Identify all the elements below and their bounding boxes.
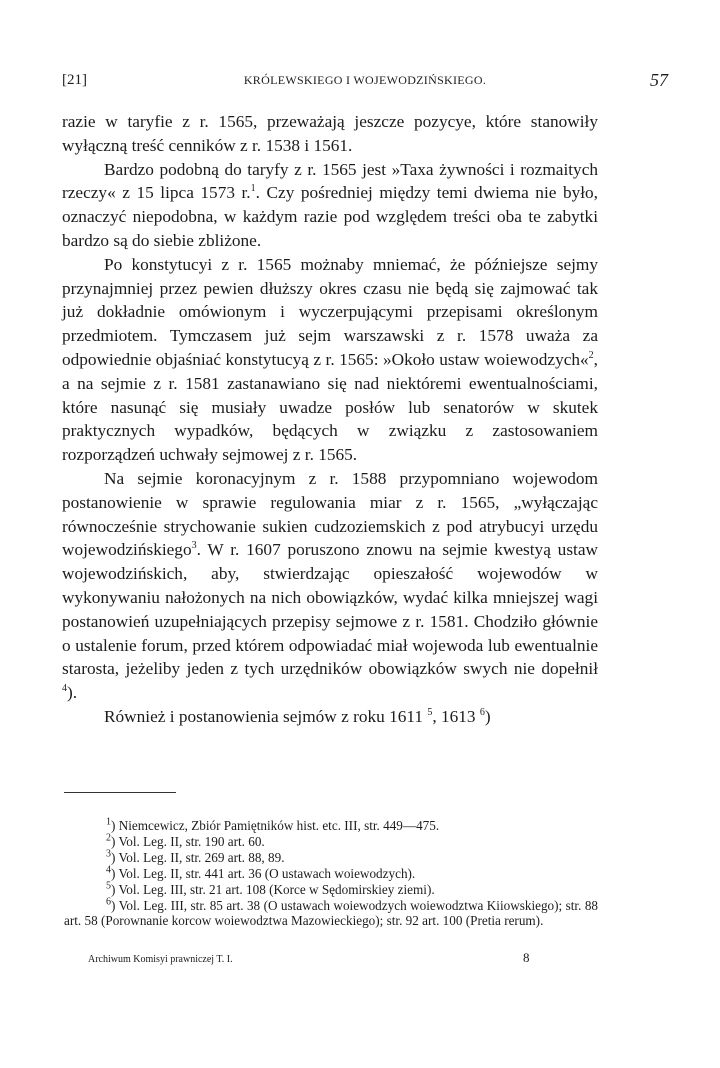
footnotes bbox=[64, 818, 598, 929]
paragraph-text: , 1613 bbox=[432, 706, 476, 726]
paragraph-2 bbox=[62, 158, 598, 253]
footnote-ref-2[interactable]: 2 bbox=[588, 350, 594, 362]
footnote-5: $^5$) Vol. Leg. III, str. 21 art. 108 (Korce w Sędomirskiey ziemi). bbox=[106, 880, 435, 897]
footnote-text: Niemcewicz, Zbiór Pamiętników hist. etc. III, str. 449—475. bbox=[118, 818, 440, 833]
header-section-number: [21] bbox=[62, 72, 87, 88]
footnote-1: $^1$) Niemcewicz, Zbiór Pamiętników hist. etc. III, str. 449—475. bbox=[106, 816, 440, 833]
sheet-number: 8 bbox=[523, 950, 530, 965]
paragraph-text: Na sejmie koronacyjnym z r. 1588 przypomniano wojewodom postanowienie w sprawie regulowania miar z r. 1565, „wyłączając równocześnie strychowanie sukien cudzoziemskich z pod atrybucyi urzędu wojewodzińskiego bbox=[62, 468, 598, 560]
footnote-4: $^4$) Vol. Leg. II, str. 441 art. 36 (O ustawach woiewodzych). bbox=[106, 864, 416, 881]
paragraph-text: Również i postanowienia sejmów z roku 1611 bbox=[104, 706, 424, 726]
footnote-mark: 6 bbox=[106, 896, 111, 908]
footnote-mark: 5 bbox=[106, 880, 111, 892]
footnote-ref-3[interactable]: 3 bbox=[191, 540, 197, 552]
footnote-text: Vol. Leg. II, str. 441 art. 36 (O ustawach woiewodzych). bbox=[118, 865, 416, 881]
footnote-mark: 3 bbox=[106, 848, 111, 860]
footnote-6: $^6$) Vol. Leg. III, str. 85 art. 38 (O ustawach woiewodzych woiewodztwa Kiiowskiego); str. 88 art. 58 (Porownanie korcow woiewodztwa Mazowieckiego); str. 92 art. 100 (Pretia rerum). bbox=[64, 896, 599, 929]
footnote-ref-5[interactable]: 5 bbox=[427, 707, 433, 719]
paragraph-3 bbox=[62, 253, 598, 467]
footnote-2: $^2$) Vol. Leg. II, str. 190 art. 60. bbox=[106, 832, 265, 849]
paragraph-text: . Czy pośredniej między temi dwiema nie było, oznaczyć niepodobna, w każdym razie pod względem treści oba te zabytki bardzo są do siebie zbliżone. bbox=[62, 183, 598, 250]
paragraph-text: , a na sejmie z r. 1581 zastanawiano się nad niektóremi ewentualnościami, które nasunąć się musiały uwadze posłów lub senatorów w skutek praktycznych wypadków, będących w związku z zastosowaniem rozporządzeń uchwały sejmowej z r. 1565. bbox=[62, 349, 598, 465]
footnote-divider bbox=[64, 792, 176, 793]
paragraph-text: . W r. 1607 poruszono znowu na sejmie kwestyą ustaw wojewodzińskich, aby, stwierdzając opieszałość wojewodów w wykonywaniu nałożonych na nich obowiązków, wydać kilka mniejszej wagi postanowień uzupełniających przepisy sejmowe z r. 1581. Chodziło głównie o ustalenie forum, przed którem odpowiadać miał wojewoda lub ewentualnie starosta, jeżeliby jeden z tych urzędników obowiązków swych nie dopełnił bbox=[62, 540, 598, 679]
paragraph-1 bbox=[62, 110, 598, 158]
footnote-text: Vol. Leg. II, str. 269 art. 88, 89. bbox=[118, 849, 285, 865]
paragraph-text: ) bbox=[484, 706, 491, 726]
footnote-text: Vol. Leg. II, str. 190 art. 60. bbox=[118, 833, 265, 849]
printers-signature: Archiwum Komisyi prawniczej T. I. bbox=[88, 954, 233, 965]
page-number: 57 bbox=[650, 70, 668, 90]
footnote-text: Vol. Leg. III, str. 21 art. 108 (Korce w Sędomirskiey ziemi). bbox=[118, 881, 435, 897]
header-title: KRÓLEWSKIEGO I WOJEWODZIŃSKIEGO. bbox=[243, 73, 487, 87]
paragraph-text: Po konstytucyi z r. 1565 możnaby mniemać, że późniejsze sejmy przynajmniej przez pewien dłuższy okres czasu nie będą się zajmować tak już dokładnie omówionym i wyczerpującymi przepisami określonym przedmiotem. Tymczasem już sejm warszawski z r. 1578 uważa za odpowiednie objaśniać konstytucyą z r. 1565: »Około ustaw woiewodzych« bbox=[62, 254, 598, 369]
footnote-text: Vol. Leg. III, str. 85 art. 38 (O ustawach woiewodzych woiewodztwa Kiiowskiego); str. 88 art. 58 (Porownanie korcow woiewodztwa Mazowieckiego); str. 92 art. 100 (Pretia rerum). bbox=[64, 897, 599, 929]
main-text bbox=[62, 110, 598, 729]
footnote-3: $^3$) Vol. Leg. II, str. 269 art. 88, 89. bbox=[106, 848, 285, 865]
paragraph-4 bbox=[62, 467, 598, 705]
footnote-ref-1[interactable]: 1 bbox=[250, 183, 256, 195]
footnote-ref-4[interactable]: 4 bbox=[62, 683, 67, 695]
paragraph-text: Bardzo podobną do taryfy z r. 1565 jest »Taxa żywności i rozmaitych rzeczy« z 15 lipca 1573 r. bbox=[62, 159, 598, 203]
footnote-mark: 4 bbox=[106, 864, 111, 876]
paragraph-text: razie w taryfie z r. 1565, przeważają jeszcze pozycye, które stanowiły wyłączną treść cenników z r. 1538 i 1561. bbox=[62, 112, 598, 155]
footnote-ref-6[interactable]: 6 bbox=[479, 707, 485, 719]
paragraph-5 bbox=[62, 705, 598, 729]
footnote-mark: 2 bbox=[106, 832, 111, 844]
running-header bbox=[62, 72, 668, 96]
paragraph-text: ). bbox=[67, 683, 78, 703]
footnote-mark: 1 bbox=[106, 816, 111, 828]
